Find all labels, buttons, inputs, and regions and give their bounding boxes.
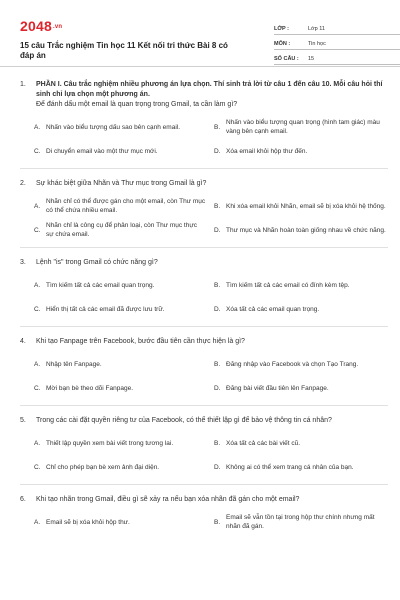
question <box>20 337 388 397</box>
option-c[interactable] <box>34 142 206 160</box>
option-text: Di chuyển email vào một thư mục mới. <box>46 147 158 155</box>
option-letter: D. <box>214 226 221 234</box>
question <box>20 179 388 239</box>
question <box>20 80 388 160</box>
question-list <box>20 80 388 531</box>
option-letter: B. <box>214 281 221 289</box>
option-b[interactable] <box>214 513 386 531</box>
question-number: 4. <box>20 338 26 345</box>
option-b[interactable] <box>214 276 386 294</box>
option-b[interactable] <box>214 197 386 215</box>
option-text: Email sẽ vẫn tồn tại trong hộp thư chính nhưng mất nhãn đã gán. <box>226 514 375 530</box>
logo-main: 2048 <box>20 18 52 34</box>
option-letter: A. <box>34 360 41 368</box>
option-grid <box>34 118 388 160</box>
option-text: Xóa email khỏi hộp thư đến. <box>226 147 308 155</box>
option-text: Xóa tất cả các email quan trọng. <box>226 305 320 313</box>
option-b[interactable] <box>214 118 386 136</box>
question-text: Sự khác biệt giữa Nhãn và Thư mục trong Gmail là gì? <box>36 180 207 187</box>
option-letter: D. <box>214 463 221 471</box>
question <box>20 495 388 531</box>
option-text: Tìm kiếm tất cả các email quan trọng. <box>46 281 155 289</box>
option-text: Tìm kiếm tất cả các email có đính kèm tệp. <box>226 281 350 289</box>
option-text: Nhập tên Fanpage. <box>46 360 102 368</box>
option-a[interactable] <box>34 118 206 136</box>
option-c[interactable] <box>34 458 206 476</box>
option-c[interactable] <box>34 300 206 318</box>
option-d[interactable] <box>214 300 386 318</box>
option-text: Email sẽ bị xóa khỏi hộp thư. <box>46 518 130 526</box>
question-number: 3. <box>20 259 26 266</box>
option-grid <box>34 513 388 531</box>
option-text: Thư mục và Nhãn hoàn toàn giống nhau về chức năng. <box>226 226 386 234</box>
option-grid <box>34 197 388 239</box>
meta-label: SỐ CÂU : <box>274 56 299 62</box>
logo-sub: .vn <box>52 24 63 31</box>
meta-value: Lớp 11 <box>308 26 325 32</box>
meta-label: MÔN : <box>274 41 291 47</box>
question <box>20 416 388 476</box>
option-a[interactable] <box>34 434 206 452</box>
option-letter: D. <box>214 384 221 392</box>
option-grid <box>34 434 388 476</box>
question-number: 6. <box>20 496 26 503</box>
document-title: 15 câu Trắc nghiệm Tin học 11 Kết nối tri thức Bài 8 có đáp án <box>20 41 228 60</box>
option-text: Nhãn chỉ có thể được gán cho một email, còn Thư mục có thể chứa nhiều email. <box>46 198 206 214</box>
option-text: Mời bạn bè theo dõi Fanpage. <box>46 384 134 392</box>
option-letter: A. <box>34 518 41 526</box>
option-a[interactable] <box>34 513 206 531</box>
option-text: Nhấn vào biểu tượng quan trọng (hình tam giác) màu vàng bên cạnh email. <box>226 119 380 135</box>
option-text: Đăng nhập vào Facebook và chọn Tạo Trang. <box>226 360 359 368</box>
option-letter: C. <box>34 147 41 155</box>
document-header <box>20 8 388 68</box>
option-letter: C. <box>34 384 41 392</box>
question-head <box>20 416 388 426</box>
question-subtext: Để đánh dấu một email là quan trọng trong Gmail, ta cần làm gì? <box>36 101 238 108</box>
option-a[interactable] <box>34 355 206 373</box>
option-text: Khi xóa email khỏi Nhãn, email sẽ bị xóa khỏi hệ thống. <box>226 202 386 210</box>
option-d[interactable] <box>214 221 386 239</box>
option-letter: B. <box>214 518 221 526</box>
question-number: 5. <box>20 417 26 424</box>
question-divider <box>20 326 388 327</box>
option-text: Hiển thị tất cả các email đã được lưu trữ. <box>46 305 165 313</box>
option-a[interactable] <box>34 197 206 215</box>
option-text: Chỉ cho phép bạn bè xem ảnh đại diện. <box>46 463 160 471</box>
question-divider <box>20 405 388 406</box>
question-head <box>20 80 388 100</box>
question-head <box>20 337 388 347</box>
option-b[interactable] <box>214 434 386 452</box>
question-head <box>20 258 388 268</box>
question-text: Trong các cài đặt quyền riêng tư của Facebook, có thể thiết lập gì để bảo vệ thông tin cá nhân? <box>36 417 332 424</box>
option-d[interactable] <box>214 379 386 397</box>
option-text: Xóa tất cả các bài viết cũ. <box>226 439 301 447</box>
question-divider <box>20 247 388 248</box>
question-text: PHẦN I. Câu trắc nghiệm nhiều phương án lựa chọn. Thí sinh trả lời từ câu 1 đến câu 10. Mỗi câu hỏi thí sinh chỉ lựa chọn một phương án. <box>36 81 383 98</box>
question-text: Lệnh "is" trong Gmail có chức năng gì? <box>36 259 158 266</box>
question-divider <box>20 168 388 169</box>
option-text: Thiết lập quyền xem bài viết trong tương lai. <box>46 439 174 447</box>
question-number: 1. <box>20 81 26 88</box>
question-head <box>20 495 388 505</box>
option-d[interactable] <box>214 142 386 160</box>
question <box>20 258 388 318</box>
option-letter: D. <box>214 305 221 313</box>
option-letter: A. <box>34 439 41 447</box>
option-letter: C. <box>34 226 41 234</box>
option-letter: A. <box>34 202 41 210</box>
option-letter: A. <box>34 123 41 131</box>
option-a[interactable] <box>34 276 206 294</box>
question-head <box>20 179 388 189</box>
meta-value: Tin học <box>308 41 326 47</box>
header-divider <box>0 66 400 67</box>
option-d[interactable] <box>214 458 386 476</box>
question-divider <box>20 484 388 485</box>
question-number: 2. <box>20 180 26 187</box>
option-letter: A. <box>34 281 41 289</box>
option-c[interactable] <box>34 221 206 239</box>
option-letter: B. <box>214 439 221 447</box>
option-b[interactable] <box>214 355 386 373</box>
option-grid <box>34 355 388 397</box>
meta-row-subject <box>274 35 400 50</box>
option-letter: B. <box>214 123 221 131</box>
meta-value: 15 <box>308 56 315 62</box>
option-letter: B. <box>214 202 221 210</box>
option-letter: C. <box>34 305 41 313</box>
question-text: Khi tạo Fanpage trên Facebook, bước đầu tiên cần thực hiện là gì? <box>36 338 245 345</box>
option-letter: C. <box>34 463 41 471</box>
option-text: Nhấn vào biểu tượng dấu sao bên cạnh email. <box>46 123 181 131</box>
document-meta <box>274 20 400 65</box>
meta-row-class <box>274 20 400 35</box>
question-text: Khi tạo nhãn trong Gmail, điều gì sẽ xảy ra nếu bạn xóa nhãn đã gán cho một email? <box>36 496 300 503</box>
option-letter: B. <box>214 360 221 368</box>
meta-row-count <box>274 50 400 65</box>
option-text: Không ai có thể xem trang cá nhân của bạn. <box>226 463 354 471</box>
option-grid <box>34 276 388 318</box>
option-text: Đăng bài viết đầu tiên lên Fanpage. <box>226 384 329 392</box>
option-letter: D. <box>214 147 221 155</box>
meta-label: LỚP : <box>274 26 289 32</box>
option-c[interactable] <box>34 379 206 397</box>
site-logo[interactable] <box>20 18 62 34</box>
option-text: Nhãn chỉ là công cụ để phân loại, còn Thư mục thực sự chứa email. <box>46 222 197 238</box>
